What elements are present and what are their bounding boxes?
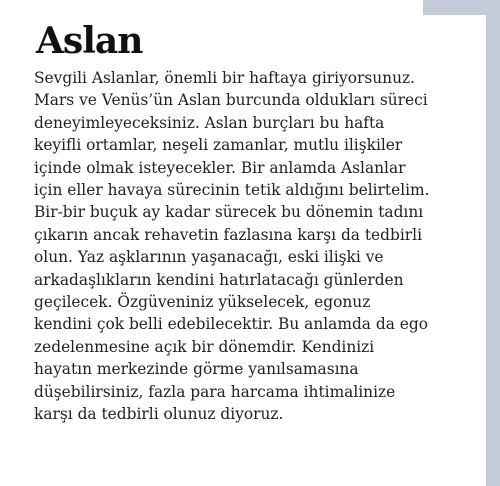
body-line: deneyimleyeceksiniz. Aslan burçları bu hafta <box>34 113 385 132</box>
body-line: arkadaşlıkların kendini hatırlatacağı günlerden <box>34 270 404 289</box>
article-title: Aslan <box>36 20 143 62</box>
body-line: geçilecek. Özgüveniniz yükselecek, egonuz <box>34 293 371 312</box>
body-line: Sevgili Aslanlar, önemli bir haftaya giriyorsunuz. <box>34 69 415 87</box>
body-line: çıkarın ancak rehavetin fazlasına karşı da tedbirli <box>34 225 422 244</box>
horoscope-article <box>20 15 486 475</box>
frame-accent-right <box>486 15 500 486</box>
body-line: olun. Yaz aşklarının yaşanacağı, eski ilişki ve <box>34 248 384 267</box>
body-line: Bir-bir buçuk ay kadar sürecek bu dönemin tadını <box>34 203 424 222</box>
body-line: içinde olmak isteyecekler. Bir anlamda Aslanlar <box>34 158 406 177</box>
body-line: karşı da tedbirli olunuz diyoruz. <box>34 405 284 424</box>
article-body <box>34 67 484 426</box>
body-line: düşebilirsiniz, fazla para harcama ihtimalinize <box>34 382 396 401</box>
body-line: Mars ve Venüs’ün Aslan burcunda oldukları süreci <box>34 91 428 110</box>
body-line: zedelenmesine açık bir dönemdir. Kendinizi <box>34 337 375 356</box>
body-line: hayatın merkezinde görme yanılsamasına <box>34 360 359 379</box>
body-line: kendini çok belli edebilecektir. Bu anlamda da ego <box>34 315 429 334</box>
frame-accent-top <box>423 0 500 15</box>
body-line: keyifli ortamlar, neşeli zamanlar, mutlu ilişkiler <box>34 136 403 155</box>
body-line: için eller havaya sürecinin tetik aldığını belirtelim. <box>34 181 430 200</box>
